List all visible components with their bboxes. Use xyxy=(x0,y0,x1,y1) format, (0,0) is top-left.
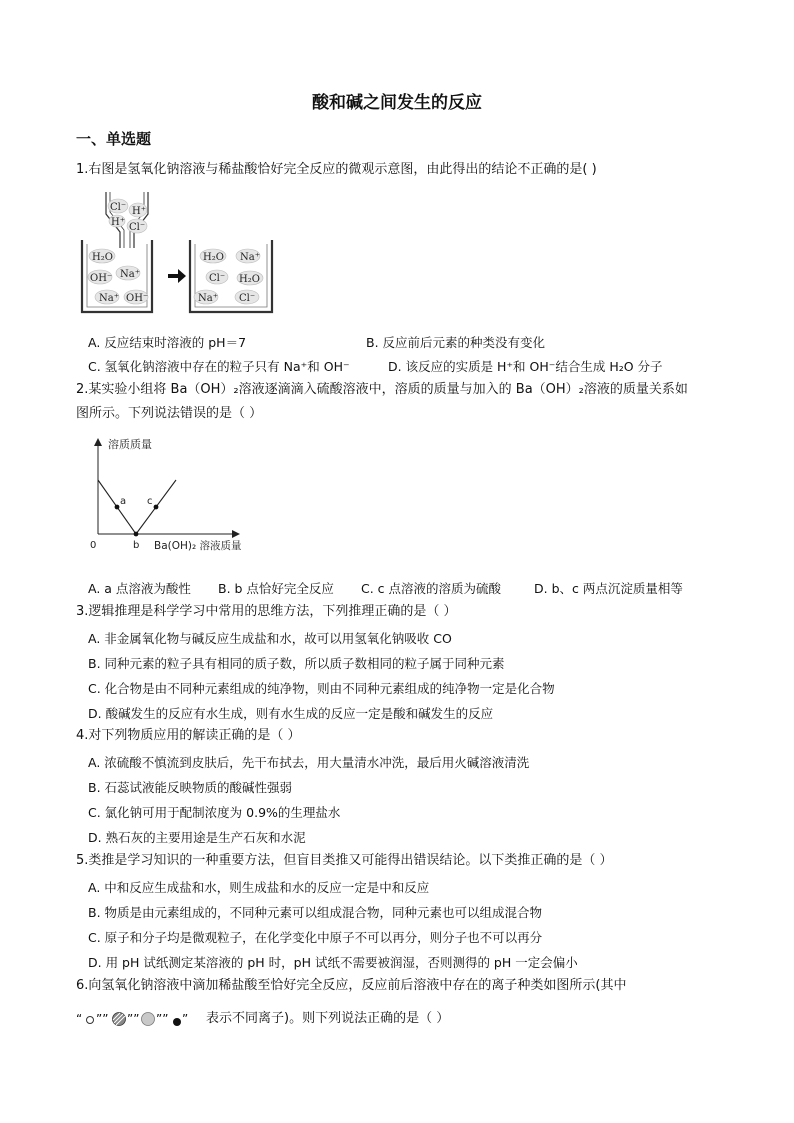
q4-option-d[interactable]: D. 熟石灰的主要用途是生产石灰和水泥 xyxy=(88,830,306,845)
gray-circle-icon xyxy=(142,1013,155,1026)
point-b xyxy=(134,532,139,537)
q4-option-b[interactable]: B. 石蕊试液能反映物质的酸碱性强弱 xyxy=(88,780,293,795)
y-axis-label: 溶质质量 xyxy=(108,438,152,451)
q4-option-c[interactable]: C. 氯化钠可用于配制浓度为 0.9%的生理盐水 xyxy=(88,805,341,820)
left-ion-1: H₂O xyxy=(92,252,113,263)
y-axis-arrow-icon xyxy=(94,438,102,446)
point-c-label: c xyxy=(147,496,153,507)
q3-option-b[interactable]: B. 同种元素的粒子具有相同的质子数，所以质子数相同的粒子属于同种元素 xyxy=(88,656,505,671)
ion-legend-icons xyxy=(76,1009,206,1029)
small-black-circle-icon xyxy=(173,1018,181,1026)
origin-label: 0 xyxy=(90,540,97,551)
x-axis-label: Ba(OH)₂ 溶液质量 xyxy=(154,540,242,552)
left-ion-2: OH⁻ xyxy=(90,273,113,284)
q3-option-c[interactable]: C. 化合物是由不同种元素组成的纯净物，则由不同种元素组成的纯净物一定是化合物 xyxy=(88,681,555,696)
svg-text:””: ”” xyxy=(156,1012,169,1026)
svg-text:“: “ xyxy=(76,1012,83,1026)
left-ion-5: OH⁻ xyxy=(126,293,149,304)
right-ion-3: Cl⁻ xyxy=(209,273,226,284)
q1-option-d[interactable]: D. 该反应的实质是 H⁺和 OH⁻结合生成 H₂O 分子 xyxy=(388,359,663,374)
funnel-ion-2: H⁺ xyxy=(132,206,146,217)
question-1-stem: 1.右图是氢氧化钠溶液与稀盐酸恰好完全反应的微观示意图，由此得出的结论不正确的是( ) xyxy=(76,162,597,177)
solute-mass-line xyxy=(98,480,176,534)
q1-option-c[interactable]: C. 氢氧化钠溶液中存在的粒子只有 Na⁺和 OH⁻ xyxy=(88,359,350,374)
point-a xyxy=(115,505,120,510)
q4-option-a[interactable]: A. 浓硫酸不慎流到皮肤后，先干布拭去，用大量清水冲洗，最后用火碱溶液清洗 xyxy=(88,755,530,770)
question-2-stem-line1: 2.某实验小组将 Ba（OH）₂溶液逐滴滴入硫酸溶液中，溶质的质量与加入的 Ba（OH）₂溶液的质量关系如 xyxy=(76,382,688,397)
point-b-label: b xyxy=(133,540,140,551)
right-ion-6: Cl⁻ xyxy=(239,293,256,304)
question-6-stem-line1: 6.向氢氧化钠溶液中滴加稀盐酸至恰好完全反应，反应前后溶液中存在的离子种类如图所示(其中 xyxy=(76,978,627,993)
q2-option-d[interactable]: D. b、c 两点沉淀质量相等 xyxy=(534,581,683,596)
question-5-stem: 5.类推是学习知识的一种重要方法，但盲目类推又可能得出错误结论。以下类推正确的是（ ） xyxy=(76,853,613,868)
q5-option-c[interactable]: C. 原子和分子均是微观粒子，在化学变化中原子不可以再分，则分子也不可以再分 xyxy=(88,930,543,945)
point-a-label: a xyxy=(120,496,127,507)
question-2-stem-line2: 图所示。下列说法错误的是（ ） xyxy=(76,406,263,421)
left-ion-4: Na⁺ xyxy=(99,293,119,304)
svg-text:”: ” xyxy=(182,1012,189,1026)
point-c xyxy=(154,505,159,510)
right-ion-2: Na⁺ xyxy=(240,252,260,263)
q2-option-a[interactable]: A. a 点溶液为酸性 xyxy=(88,581,191,596)
page-title: 酸和碱之间发生的反应 xyxy=(312,93,482,113)
q2-graph xyxy=(86,434,266,560)
q1-option-b[interactable]: B. 反应前后元素的种类没有变化 xyxy=(366,335,546,350)
section-heading: 一、单选题 xyxy=(76,130,152,148)
right-ion-4: H₂O xyxy=(239,274,260,285)
x-axis-arrow-icon xyxy=(232,530,240,538)
left-ion-3: Na⁺ xyxy=(120,269,140,280)
q6-ion-symbols xyxy=(76,1009,206,1027)
q5-option-d[interactable]: D. 用 pH 试纸测定某溶液的 pH 时，pH 试纸不需要被润湿，否则测得的 pH 一定会偏小 xyxy=(88,955,578,970)
svg-text:””: ”” xyxy=(96,1012,109,1026)
funnel-ion-3: H⁺ xyxy=(111,217,125,228)
question-6-stem-line2: 表示不同离子)。则下列说法正确的是（ ） xyxy=(206,1011,450,1026)
q5-option-b[interactable]: B. 物质是由元素组成的，不同种元素可以组成混合物，同种元素也可以组成混合物 xyxy=(88,905,543,920)
question-3-stem: 3.逻辑推理是科学学习中常用的思维方法，下列推理正确的是（ ） xyxy=(76,604,457,619)
q2-option-c[interactable]: C. c 点溶液的溶质为硫酸 xyxy=(361,581,502,596)
q3-option-a[interactable]: A. 非金属氧化物与碱反应生成盐和水，故可以用氢氧化钠吸收 CO xyxy=(88,631,452,646)
q3-option-d[interactable]: D. 酸碱发生的反应有水生成，则有水生成的反应一定是酸和碱发生的反应 xyxy=(88,706,494,721)
funnel-ion-1: Cl⁻ xyxy=(110,202,127,213)
q1-reaction-figure xyxy=(78,190,278,320)
right-ion-5: Na⁺ xyxy=(198,293,218,304)
q2-option-b[interactable]: B. b 点恰好完全反应 xyxy=(218,581,334,596)
funnel-ion-4: Cl⁻ xyxy=(129,222,146,233)
right-ion-1: H₂O xyxy=(203,252,224,263)
q1-option-a[interactable]: A. 反应结束时溶液的 pH＝7 xyxy=(88,335,247,350)
right-arrow-icon xyxy=(168,269,186,283)
question-4-stem: 4.对下列物质应用的解读正确的是（ ） xyxy=(76,728,301,743)
small-open-circle-icon xyxy=(87,1017,94,1024)
q5-option-a[interactable]: A. 中和反应生成盐和水，则生成盐和水的反应一定是中和反应 xyxy=(88,880,430,895)
svg-text:””: ”” xyxy=(127,1012,140,1026)
